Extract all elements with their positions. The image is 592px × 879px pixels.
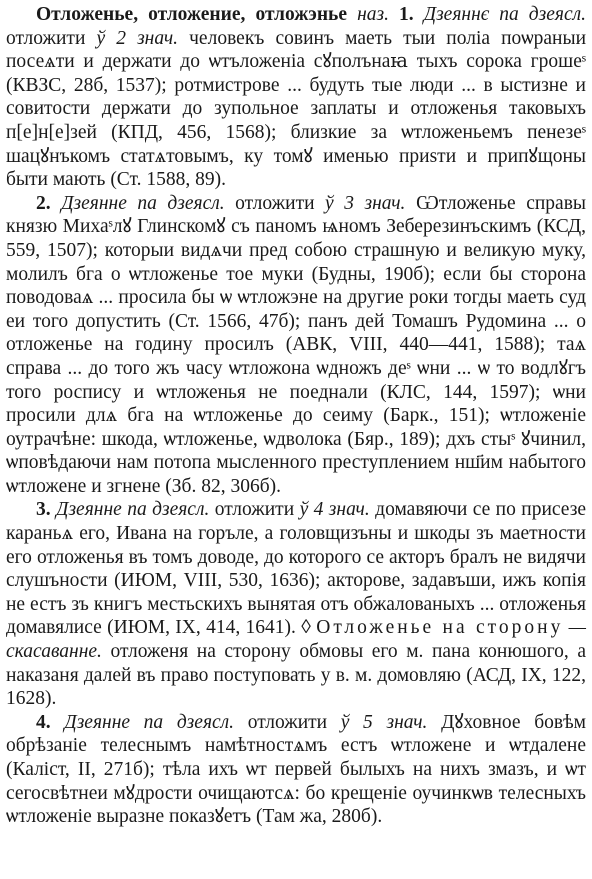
sense-gloss: Дзеяннє па дзеясл. bbox=[423, 4, 587, 25]
sense-4-paragraph bbox=[6, 711, 586, 829]
sense-number: 1. bbox=[399, 4, 414, 25]
idiom-phrase: Отложенье на сторону bbox=[316, 617, 564, 639]
sense-number: 3. bbox=[36, 499, 51, 521]
sense-gloss: Дзеянне па дзеясл. bbox=[61, 192, 225, 214]
idiom-gloss: — скасаванне. bbox=[6, 617, 587, 663]
headword: Отложенье, отложение, отложэнье bbox=[36, 4, 348, 25]
sense-reference-meaning: ў 3 знач. bbox=[325, 192, 406, 214]
sense-citations: домавяючи се по присезе караньѧ его, Ивана на горъле, а головщизъны и шкоды зъ маетности его отложенья въ томъ доводе, до которого се акторъ бралъ не видячи слушъности (ИЮМ, VIII, 530, 1636); акторове, задавъши, ижъ копія не естъ зъ книгъ местьскихъ вынятая отъ обжалованыхъ ... отложенья домавялисе (ИЮМ, IX, 414, 1641). ◊ bbox=[6, 499, 587, 639]
sense-citations: Дꙋховное бовѣм обрѣзаніе телеснымъ намѣтностѧмъ естъ ѡтложене и ѡтдалене (Каліст, II, 271б); тѣла ихъ ѡт первей былыхъ на нихъ змазъ, и ѡт сегосвѣтнеи мꙋдрости очищаютсѧ: бо крещеніе оучинкѡв телесныхъ ѡтложеніе выразне показꙋетъ (Там жа, 280б). bbox=[6, 711, 587, 828]
sense-reference-meaning: ў 5 знач. bbox=[340, 711, 428, 733]
sense-1-paragraph bbox=[6, 3, 586, 192]
part-of-speech: наз. bbox=[357, 4, 389, 25]
sense-number: 4. bbox=[36, 711, 51, 733]
sense-2-paragraph bbox=[6, 192, 586, 499]
sense-reference-verb: отложити bbox=[247, 711, 328, 733]
sense-reference-meaning: ў 4 знач. bbox=[299, 499, 370, 521]
sense-reference-verb: отложити bbox=[214, 499, 295, 521]
sense-citations: Ѡтложенье справы князю Михаˢлꙋ Глинскомꙋ съ паномъ ѩномъ Зеберезинъскимъ (КСД, 559, 1507); которыи видѧчи пред собою страшную и великую муку, молилъ бга о ѡтложенье тое муки (Будны, 190б); если бы сторона поводоваѧ ... просила бы ѡ ѡтложэне на другие роки тогды маеть суд еи того допустить (Ст. 1566, 47б); панъ дей Томашъ Рудомина ... о отложенье на годину просилъ (АВК, VIII, 440—441, 1588); таѧ справа ... до того жъ часу ѡтложона ѡдножъ деˢ ѡни ... ѡ то водлꙋгъ того роспису и ѡтложенья не поеднали (КЛС, 144, 1597); ѡни просили длѧ бга на ѡтложенье до сеиму (Барк., 151); ѡтложеніе оутрачѣне: шкода, ѡтложенье, ѡдволока (Бяр., 189); дхъ стыˢ ꙋчинил, ѡповѣдаючи нам потопа мысленного преступлением нш҃им набытого ѡтложене и згнене (Зб. 82, 306б). bbox=[6, 192, 587, 497]
sense-gloss: Дзеянне па дзеясл. bbox=[64, 711, 235, 733]
idiom-citation: отложеня на сторону обмовы его м. пана конюшого, а наказаня далей въ право поступовать у в. м. домовляю (АСД, IX, 122, 1628). bbox=[6, 641, 587, 710]
sense-reference-verb: отложити bbox=[235, 192, 315, 214]
sense-gloss: Дзеянне па дзеясл. bbox=[56, 499, 210, 521]
sense-3-paragraph bbox=[6, 498, 586, 710]
sense-reference-verb: отложити bbox=[6, 27, 86, 49]
sense-citations: человекъ совинъ маеть тыи поліа поѡраныи посеѧти и держати до ѡтъложеніа сꙋполънаꙗ тыхъ сорока грошеˢ (КВЗС, 28б, 1537); ротмистрове ... будуть тые люди ... в ыстизне и совитости держати до зупольное заплаты и отложенья таковыхъ п[е]н[е]зей (КПД, 456, 1568); близкие за ѡтложеньемъ пенезеˢ шацꙋнъкомъ статѧтовымъ, ку томꙋ именью приѕти и припꙋщоны быти мають (Ст. 1588, 89). bbox=[6, 27, 587, 191]
sense-number: 2. bbox=[36, 192, 51, 214]
sense-reference-meaning: ў 2 знач. bbox=[96, 27, 179, 49]
